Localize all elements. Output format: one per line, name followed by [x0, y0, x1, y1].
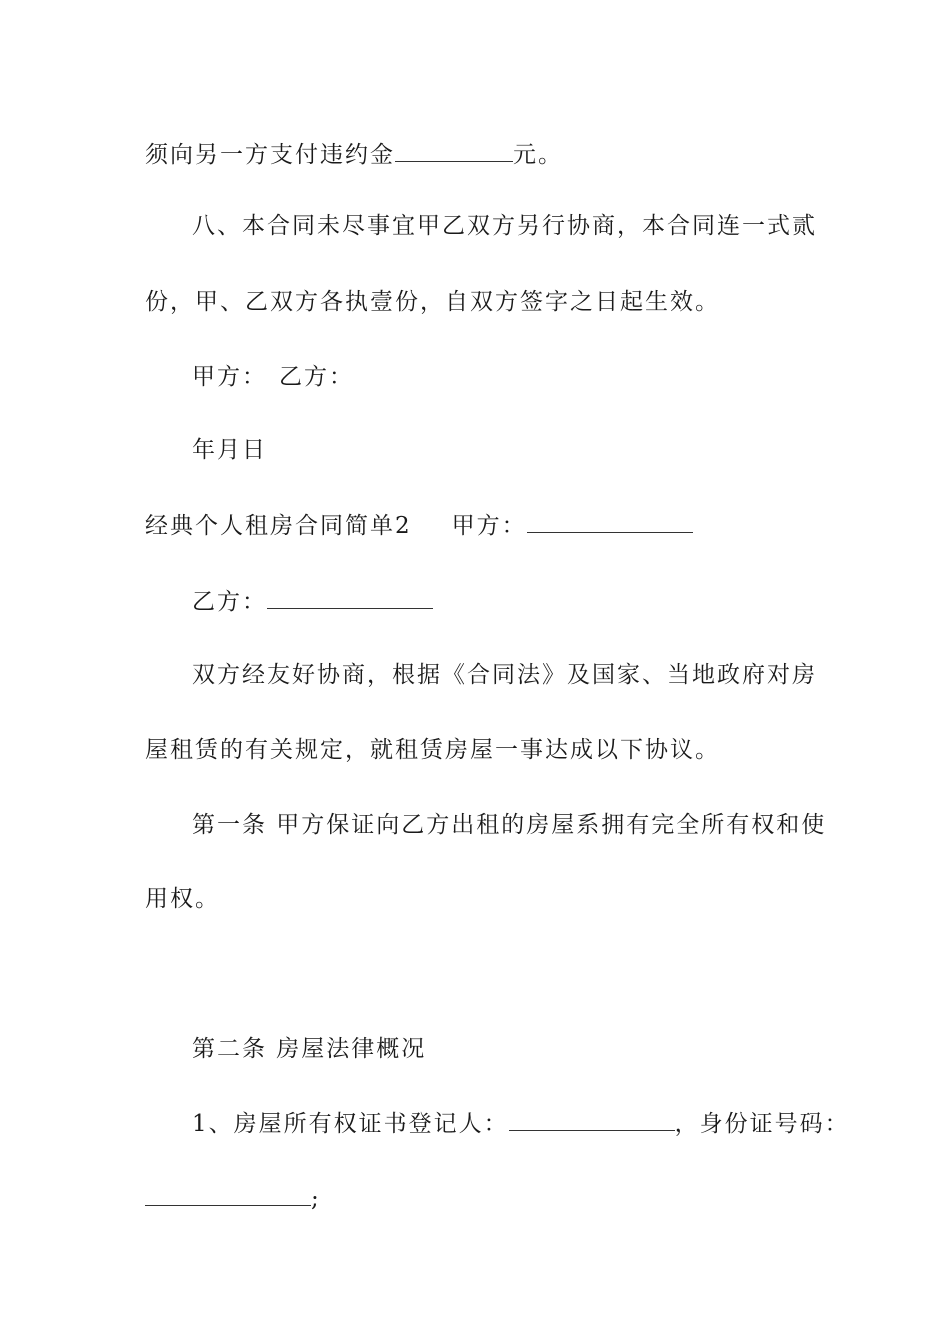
date-line: 年月日	[192, 437, 267, 463]
article-1-line-2: 用权。	[145, 886, 220, 912]
signature-party-b: 乙方：	[279, 364, 354, 390]
contract-title-line	[145, 511, 693, 541]
clause-8-line-1: 八、本合同未尽事宜甲乙双方另行协商，本合同连一式贰	[192, 213, 817, 239]
id-number-label: ，身份证号码：	[674, 1111, 850, 1137]
party-a-blank[interactable]	[527, 512, 693, 533]
signature-line	[192, 362, 354, 392]
id-number-blank[interactable]	[145, 1185, 311, 1206]
contract-title: 经典个人租房合同简单2	[145, 513, 412, 539]
party-b-blank[interactable]	[267, 588, 433, 609]
party-b-line	[192, 587, 433, 617]
article-2-heading: 第二条 房屋法律概况	[192, 1036, 427, 1062]
signature-party-a: 甲方：	[192, 364, 267, 390]
id-number-line	[145, 1184, 321, 1214]
party-b-label: 乙方：	[192, 589, 267, 615]
item-1-line	[192, 1109, 850, 1139]
owner-label: 1、房屋所有权证书登记人：	[192, 1111, 509, 1137]
party-a-label: 甲方：	[451, 513, 527, 539]
penalty-text: 须向另一方支付违约金	[145, 142, 395, 168]
penalty-line	[145, 140, 563, 170]
intro-line-1: 双方经友好协商，根据《合同法》及国家、当地政府对房	[192, 662, 817, 688]
penalty-unit: 元。	[513, 142, 563, 168]
penalty-amount-blank[interactable]	[395, 141, 513, 162]
clause-8-line-2: 份，甲、乙双方各执壹份，自双方签字之日起生效。	[145, 289, 720, 315]
owner-blank[interactable]	[509, 1110, 675, 1131]
intro-line-2: 屋租赁的有关规定，就租赁房屋一事达成以下协议。	[145, 737, 720, 763]
id-number-end: ;	[311, 1186, 321, 1212]
article-1-line-1: 第一条 甲方保证向乙方出租的房屋系拥有完全所有权和使	[192, 812, 827, 838]
